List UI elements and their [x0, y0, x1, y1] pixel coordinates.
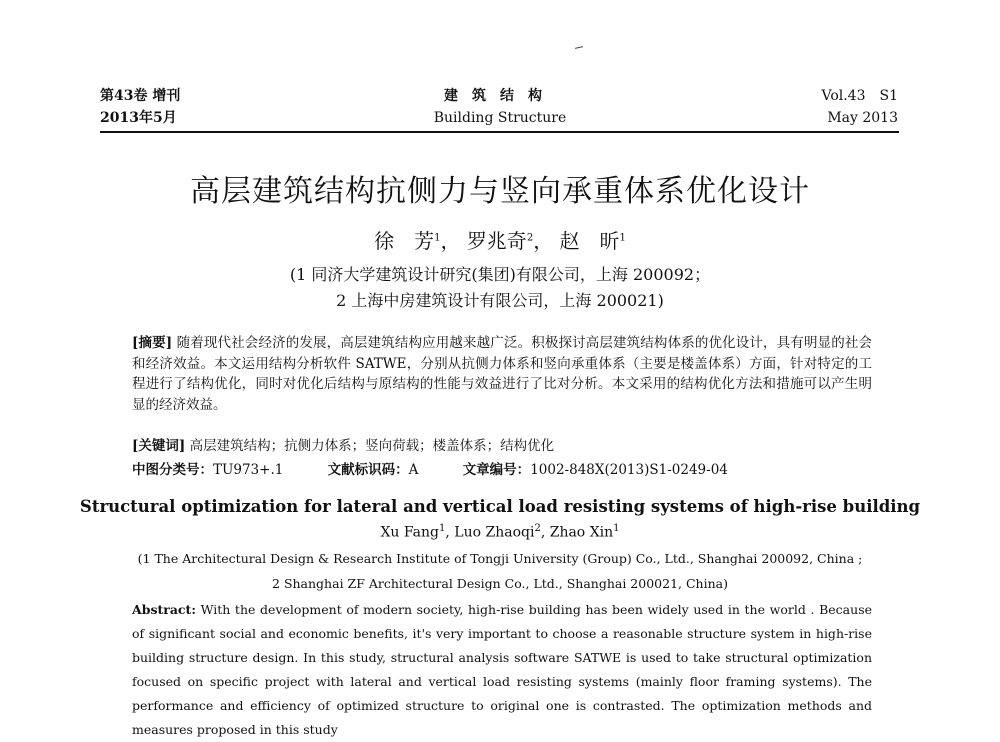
journal-issue: 第43卷 增刊 — [100, 88, 181, 104]
journal-volume: Vol.43 S1 — [821, 88, 898, 104]
keywords-text-zh: 高层建筑结构；抗侧力体系；竖向荷载；楼盖体系；结构优化 — [189, 438, 555, 454]
author-aff-en: 1 — [439, 523, 446, 534]
journal-date: 2013年5月 — [100, 110, 177, 126]
affiliation-en-2: 2 Shanghai ZF Architectural Design Co., Ltd., Shanghai 200021, China) — [272, 576, 728, 591]
keywords-zh — [132, 434, 554, 454]
clc-value: TU973+.1 — [213, 462, 284, 478]
abstract-label-zh: [摘要] — [132, 335, 173, 351]
authors-en: Xu Fang$^1$, Luo Zhaoqi$^2$, Zhao Xin$^1$ — [380, 523, 620, 541]
affiliation-en-1: (1 The Architectural Design & Research Institute of Tongji University (Group) Co., Ltd., Shanghai 200092, China ; — [137, 551, 863, 566]
author-aff: 1 — [434, 232, 441, 244]
author-name-en: Luo Zhaoqi — [454, 524, 535, 541]
author-aff: 1 — [619, 232, 626, 244]
journal-month-year: May 2013 — [827, 110, 898, 126]
article-no-label: 文章编号： — [462, 462, 531, 478]
abstract-zh — [132, 333, 872, 415]
header-right — [822, 85, 899, 129]
journal-name-en: Building Structure — [433, 110, 567, 126]
clc-label: 中图分类号： — [132, 462, 213, 478]
article-no-value: 1002-848X(2013)S1-0249-04 — [530, 462, 728, 478]
doc-code-label: 文献标识码： — [327, 462, 409, 478]
authors-zh: 徐 芳$^1$， 罗兆奇$^2$， 赵 昕$^1$ — [374, 229, 626, 253]
doc-code-value: A — [408, 462, 419, 478]
author-aff-en: 1 — [613, 523, 620, 534]
classification-line — [132, 458, 728, 478]
author-name-en: Xu Fang — [380, 524, 439, 541]
scan-mark — [575, 46, 583, 49]
journal-name-zh: 建筑结构 — [444, 88, 556, 104]
abstract-en — [132, 598, 872, 742]
author-name: 罗兆奇 — [466, 229, 527, 253]
abstract-text-en: With the development of modern society, high-rise building has been widely used in the world . Because of significant social and economic benefits, it's very important to choose a reasonable structure system in high-rise building structure design. In this study, structural analysis software SATWE is used to take structural optimization focused on specific project with lateral and vertical load resisting systems (mainly floor framing systems). The performance and efficiency of optimized structure to original one is contrasted. The optimization methods and measures proposed in this study — [132, 602, 873, 737]
keywords-label-zh: [关键词] — [132, 438, 186, 454]
article-title-zh: 高层建筑结构抗侧力与竖向承重体系优化设计 — [190, 174, 810, 209]
affiliation-zh-1: (1 同济大学建筑设计研究(集团)有限公司，上海 200092； — [289, 265, 711, 284]
author-aff: 2 — [526, 232, 534, 244]
author-aff-en: 2 — [534, 523, 541, 534]
article-title-en: Structural optimization for lateral and vertical load resisting systems of high-rise building — [79, 497, 921, 516]
author-name-en: Zhao Xin — [549, 524, 614, 541]
affiliation-zh-2: 2 上海中房建筑设计有限公司，上海 200021) — [336, 291, 664, 310]
author-name: 徐 芳 — [374, 229, 435, 253]
abstract-text-zh: 随着现代社会经济的发展，高层建筑结构应用越来越广泛。积极探讨高层建筑结构体系的优化设计，具有明显的社会和经济效益。本文运用结构分析软件 SATWE，分别从抗侧力体系和竖向承重体系（主要是楼盖体系）方面，针对特定的工程进行了结构优化，同时对优化后结构与原结构的性能与效益进行了比对分析。本文采用的结构优化方法和措施可以产生明显的经济效益。 — [132, 335, 872, 413]
header-rule — [100, 131, 899, 133]
abstract-label-en: Abstract: — [132, 602, 196, 617]
author-name: 赵 昕 — [559, 229, 620, 253]
